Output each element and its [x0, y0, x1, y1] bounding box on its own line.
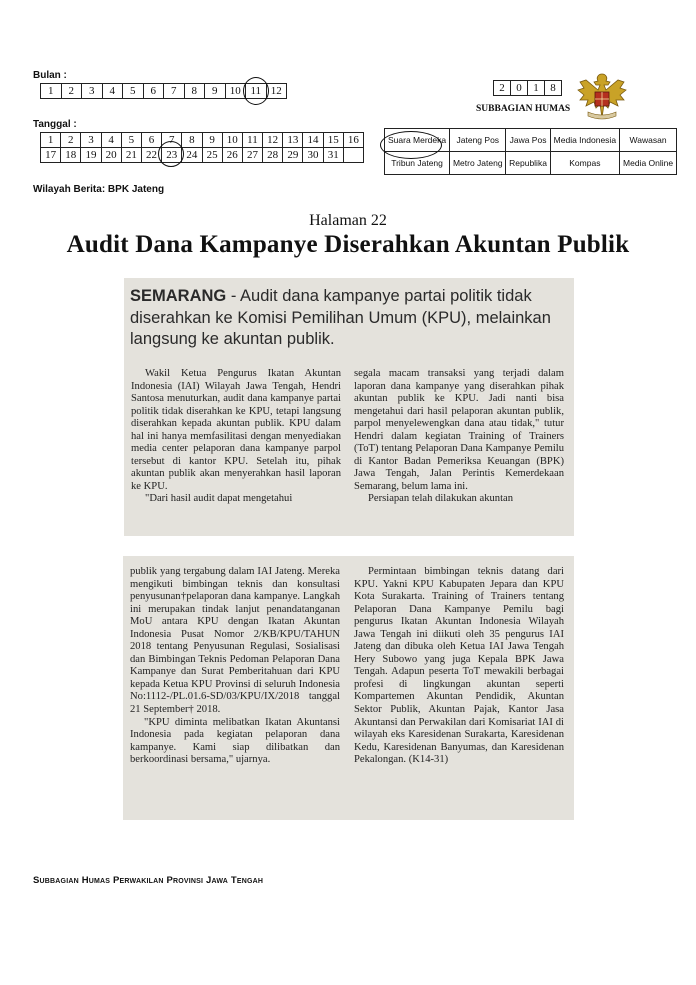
headline: Audit Dana Kampanye Diserahkan Akuntan Publik: [66, 231, 630, 258]
day-cell: 4: [101, 133, 121, 148]
day-cell: 6: [141, 133, 161, 148]
article-column-4: [354, 566, 564, 767]
article-column-1: [131, 368, 341, 506]
news-clipping-top: [124, 278, 574, 536]
day-cell: 12: [263, 133, 283, 148]
article-column-3: [130, 566, 340, 767]
lead-paragraph: [130, 286, 562, 351]
day-cell: 22: [141, 148, 161, 163]
day-grid: [40, 132, 364, 163]
month-cell: 8: [184, 84, 205, 99]
day-cell: 14: [303, 133, 323, 148]
paragraph: segala macam transaksi yang terjadi dalam laporan dana kampanye yang diserahkan pihak akuntan publik ke KPU. Jadi nanti bisa mengetahui dari hasil pelaporan akuntan publik, parpol menyelewengkan dana atau tidak," tutur Hendri dalam kegiatan Training of Trainers (ToT) tentang Pelaporan Dana Kampanye Pemilu di Kantor Badan Pemeriksa Keuangan (BPK) Jawa Tengah, Jalan Perintis Kemerdekaan Semarang, belum lama ini.: [354, 368, 564, 492]
day-cell: 29: [283, 148, 303, 163]
wilayah-berita: Wilayah Berita: BPK Jateng: [33, 184, 165, 195]
paragraph: Persiapan telah dilakukan akuntan: [368, 493, 514, 505]
media-cell: Suara Merdeka: [385, 129, 450, 152]
paragraph: "Dari hasil audit dapat mengetahui: [145, 493, 293, 505]
month-cell: 5: [123, 84, 144, 99]
month-cell: 9: [205, 84, 226, 99]
media-cell: Metro Jateng: [450, 152, 506, 175]
day-cell: 26: [222, 148, 242, 163]
media-cell: Media Online: [620, 152, 677, 175]
day-cell: 27: [242, 148, 262, 163]
day-cell: 2: [61, 133, 81, 148]
day-cell: 28: [263, 148, 283, 163]
day-cell: 13: [283, 133, 303, 148]
day-cell: 30: [303, 148, 323, 163]
day-cell: 7: [162, 133, 182, 148]
day-cell: 21: [121, 148, 141, 163]
month-cell: 7: [164, 84, 185, 99]
month-cell: 11: [246, 84, 267, 99]
day-cell: 19: [81, 148, 101, 163]
day-cell: 18: [61, 148, 81, 163]
year-digit-cell: 8: [545, 81, 562, 96]
year-digit-cell: 1: [528, 81, 545, 96]
subbagian-humas: SUBBAGIAN HUMAS: [476, 104, 571, 114]
day-cell: 8: [182, 133, 202, 148]
day-cell: 10: [222, 133, 242, 148]
media-cell: Jawa Pos: [506, 129, 550, 152]
media-cell: Media Indonesia: [550, 129, 620, 152]
day-cell: 5: [121, 133, 141, 148]
day-cell: 23: [162, 148, 182, 163]
month-cell: 6: [143, 84, 164, 99]
day-cell: 31: [323, 148, 343, 163]
day-cell: 15: [323, 133, 343, 148]
paragraph: Permintaan bimbingan teknis datang dari KPU. Yakni KPU Kabupaten Jepara dan KPU Kota Surakarta. Training of Trainers tentang Pelaporan Dana Kampanye Pemilu bagi pengurus Ikatan Akuntan Indonesia Wilayah Jawa Tengah ini diikuti oleh 35 pengurus IAI Jateng dan dibuka oleh Ketua IAI Jawa Tengah Hery Subowo yang juga Kepala BPK Jawa Tengah. Adapun peserta ToT mewakili berbagai profesi di lingkungan akuntan seperti Kompartemen Akuntan Pendidik, Akuntan Sektor Publik, Akuntan Pajak, Kantor Jasa Akuntansi dan Perwakilan dari Komisariat IAI di wilayah eks Karesidenan Surakarta, Karesidenan Kedu, Karesidenan Banyumas, dan Karesidenan Pekalongan. (K14-31): [354, 566, 564, 766]
day-cell: 16: [343, 133, 363, 148]
day-cell: 3: [81, 133, 101, 148]
day-cell: 1: [41, 133, 61, 148]
bulan-label: Bulan :: [33, 70, 67, 81]
selected-month-circle: [243, 77, 269, 105]
month-cell: 4: [102, 84, 123, 99]
news-clipping-bottom: [123, 556, 574, 820]
month-cell: 10: [225, 84, 246, 99]
media-cell: Kompas: [550, 152, 620, 175]
media-cell: Jateng Pos: [450, 129, 506, 152]
tanggal-label: Tanggal :: [33, 119, 77, 130]
lead-text: - Audit dana kampanye partai politik tidak diserahkan ke Komisi Pemilihan Umum (KPU), melainkan langsung ke akuntan publik.: [130, 287, 551, 348]
day-cell: 11: [242, 133, 262, 148]
paragraph: "KPU diminta melibatkan Ikatan Akuntansi Indonesia pada kegiatan pelaporan dana kampanye. Kami siap dilibatkan dan berkoordinasi bersama," ujarnya.: [130, 716, 340, 766]
day-cell: 25: [202, 148, 222, 163]
page-number: Halaman 22: [309, 212, 387, 229]
paragraph: Wakil Ketua Pengurus Ikatan Akuntan Indonesia (IAI) Wilayah Jawa Tengah, Hendri Santosa menuturkan, audit dana kampanye partai politik tidak diserahkan ke KPU, tetapi langsung diserahkan kepada akuntan publik. KPU dalam hal ini hanya memfasilitasi dengan menyediakan media center pelaporan dana kampanye parpol tersebut di kantor KPU. Setelah itu, pihak akuntan publik akan menyerahkan hasil laporan ke KPU.: [131, 368, 341, 492]
garuda-emblem-icon: [574, 68, 630, 124]
footer-text: Subbagian Humas Perwakilan Provinsi Jawa Tengah: [33, 875, 264, 886]
media-cell: Republika: [506, 152, 550, 175]
selected-day-circle: [158, 141, 184, 167]
month-cell: 2: [61, 84, 82, 99]
day-cell: 24: [182, 148, 202, 163]
month-cell: 1: [41, 84, 62, 99]
month-cell: 3: [82, 84, 103, 99]
day-cell: 20: [101, 148, 121, 163]
media-cell: Tribun Jateng: [385, 152, 450, 175]
day-cell: 17: [41, 148, 61, 163]
month-cell: 12: [266, 84, 287, 99]
year-digit-cell: 0: [511, 81, 528, 96]
year-grid: [493, 80, 562, 96]
selected-media-circle: [380, 131, 442, 159]
media-cell: Wawasan: [620, 129, 677, 152]
article-column-2: [354, 368, 564, 506]
paragraph: publik yang tergabung dalam IAI Jateng. Mereka mengikuti bimbingan teknis dan konsultasi penyusunan†pelaporan dana kampanye. Langkah ini merupakan tindak lanjut penandatanganan MoU antara KPU dengan Ikatan Akuntan Indonesia Pusat Nomor 2/KB/KPU/TAHUN 2018 tentang Penyusunan Regulasi, Sosialisasi dan Bimbingan Teknis Pedoman Pelaporan Dana Kampanye dan Surat Pemberitahuan dari KPU kepada Ketua KPU Provinsi di seluruh Indonesia No:1112-/PL.01.6-SD/03/KPU/IX/2018 tanggal 21 September† 2018.: [130, 566, 340, 716]
day-cell: 9: [202, 133, 222, 148]
year-digit-cell: 2: [494, 81, 511, 96]
kicker: SEMARANG: [130, 287, 227, 305]
